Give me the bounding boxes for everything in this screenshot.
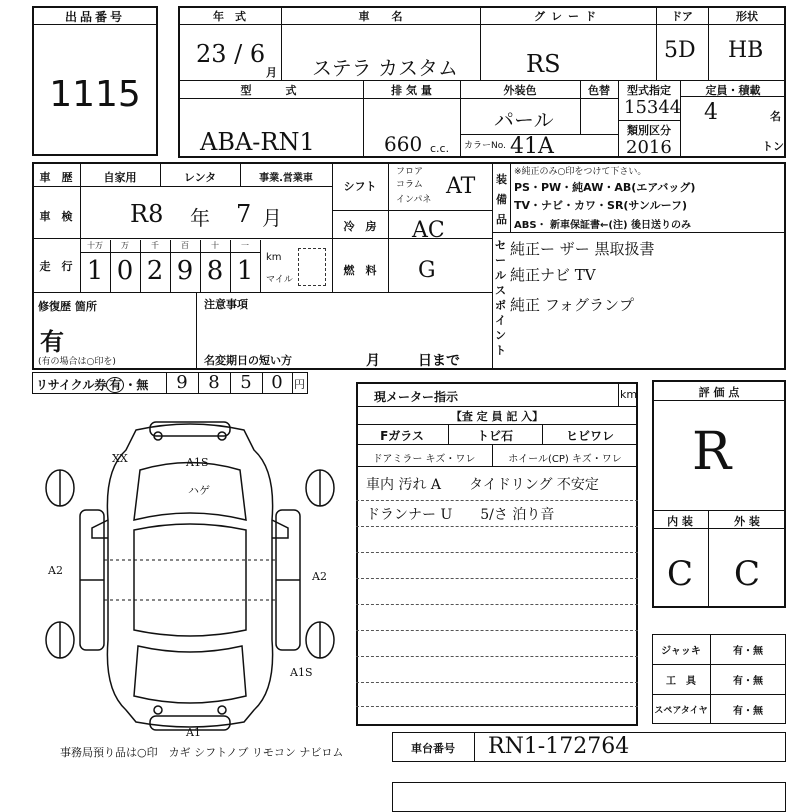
mileage-unit-km: km bbox=[266, 252, 282, 263]
color-no-value: 41A bbox=[510, 134, 554, 159]
equipment-label: 装備品 bbox=[496, 173, 507, 226]
bottom-row bbox=[392, 782, 786, 812]
mark-a2-right: A2 bbox=[312, 570, 327, 583]
mark-a1s-top: A1S bbox=[186, 456, 209, 469]
selling-points-label: セールスポイント bbox=[495, 239, 506, 357]
name-change-label: 名変期日の短い方 bbox=[204, 354, 292, 367]
capacity-label: 定員・積載 bbox=[705, 84, 761, 97]
recycle-digit-3: 5 bbox=[240, 372, 252, 393]
type-designation-value: 15344 bbox=[624, 97, 682, 118]
mileage-digit-100: 9 bbox=[176, 256, 194, 286]
door-mirror-label: ドアミラー キズ・ワレ bbox=[372, 454, 476, 465]
jack-value[interactable]: 有・無 bbox=[733, 646, 763, 657]
score-value: R bbox=[692, 422, 732, 482]
equipment-line-3: ABS・ 新車保証書←(注) 後日送りのみ bbox=[514, 220, 692, 231]
car-name-label: 車 名 bbox=[358, 10, 403, 23]
history-option-business[interactable]: 事業.営業車 bbox=[259, 173, 313, 184]
wheel-label: ホイール(CP) キズ・ワレ bbox=[508, 454, 622, 465]
fglass-label: Fガラス bbox=[380, 429, 424, 443]
repair-value: 有 bbox=[40, 328, 64, 356]
tool-value[interactable]: 有・無 bbox=[733, 676, 763, 687]
hibi-label: ヒビワレ bbox=[565, 429, 614, 443]
mark-hage: ハゲ bbox=[188, 484, 210, 497]
mileage-digit-label-1k: 千 bbox=[151, 241, 159, 250]
color-no-label: カラーNo. bbox=[464, 141, 506, 151]
selling-point-3: 純正 フォグランプ bbox=[510, 296, 635, 314]
lot-number: 1115 bbox=[49, 74, 141, 115]
shift-label: シフト bbox=[343, 180, 377, 193]
mileage-digit-label-100k: 十万 bbox=[87, 241, 103, 250]
shift-panel[interactable]: インパネ bbox=[396, 195, 432, 205]
selling-point-2: 純正ナビ TV bbox=[510, 266, 596, 284]
mileage-digit-label-100: 百 bbox=[181, 241, 189, 250]
repair-note: (有の場合は○印を) bbox=[38, 357, 116, 367]
history-option-rental[interactable]: レンタ bbox=[183, 171, 217, 184]
interior-value: C bbox=[666, 554, 693, 594]
mileage-digit-100k: 1 bbox=[86, 256, 104, 286]
color-change-label: 色替 bbox=[588, 84, 610, 97]
interior-label: 内 装 bbox=[667, 515, 693, 528]
doors-label: ドア bbox=[671, 10, 693, 23]
year-label: 年 式 bbox=[213, 10, 246, 23]
inspection-label: 車 検 bbox=[39, 210, 73, 223]
year-month-unit: 月 bbox=[266, 66, 277, 79]
meter-unit: km bbox=[620, 388, 638, 401]
repair-label: 修復歴 箇所 bbox=[38, 300, 97, 313]
displacement-unit: c.c. bbox=[430, 142, 450, 155]
grade-value: RS bbox=[526, 50, 561, 78]
shift-value: AT bbox=[446, 174, 476, 199]
inspection-year-label: 年 bbox=[190, 206, 210, 230]
model-value: ABA-RN1 bbox=[200, 128, 315, 156]
spare-label: スペアタイヤ bbox=[654, 706, 708, 716]
body-type-value: HB bbox=[728, 38, 764, 63]
mileage-digit-1k: 2 bbox=[146, 256, 164, 286]
capacity-person-unit: 名 bbox=[770, 110, 781, 123]
exterior-label: 外 装 bbox=[734, 515, 760, 528]
inspection-month: 7 bbox=[236, 200, 252, 228]
recycle-label: リサイクル券 有 ・無 bbox=[36, 378, 149, 392]
mark-xx: XX bbox=[112, 452, 128, 465]
inspection-month-label: 月 bbox=[262, 206, 282, 230]
category-label: 類別区分 bbox=[627, 124, 671, 137]
equipment-line-1: PS・PW・純AW・AB(エアバッグ) bbox=[514, 181, 696, 194]
inspection-year: R8 bbox=[130, 200, 164, 228]
exterior-color-value: パール bbox=[494, 108, 554, 132]
type-designation-label: 型式指定 bbox=[627, 84, 671, 97]
recycle-label-text: リサイクル券 bbox=[36, 378, 107, 392]
car-damage-diagram[interactable] bbox=[40, 410, 350, 740]
recycle-digit-4: 0 bbox=[271, 372, 283, 393]
capacity-ton-unit: トン bbox=[762, 140, 784, 153]
office-items: 事務局預り品は○印 カギ シフトノブ リモコン ナビロム bbox=[60, 746, 344, 759]
capacity-value: 4 bbox=[704, 100, 718, 125]
tobi-label: トビ石 bbox=[476, 429, 513, 443]
inspector-header: 【査 定 員 記 入】 bbox=[450, 410, 544, 423]
mark-a1: A1 bbox=[186, 726, 201, 739]
mileage-digit-10k: 0 bbox=[116, 256, 134, 286]
selling-point-1: 純正ー ザー 黒取扱書 bbox=[510, 240, 655, 258]
year-value: 23 / 6 bbox=[196, 40, 266, 68]
shift-floor[interactable]: フロア bbox=[396, 167, 424, 177]
mileage-digit-label-10k: 万 bbox=[121, 241, 129, 250]
car-name-value: ステラ カスタム bbox=[312, 56, 458, 80]
mark-a2-left: A2 bbox=[48, 564, 63, 577]
fuel-label: 燃 料 bbox=[343, 264, 377, 277]
history-label: 車 歴 bbox=[39, 171, 73, 184]
grade-label: グレード bbox=[534, 10, 602, 23]
shift-column[interactable]: コラム bbox=[396, 180, 423, 190]
exterior-color-label: 外装色 bbox=[503, 84, 537, 97]
aircon-label: 冷 房 bbox=[343, 220, 377, 233]
jack-label: ジャッキ bbox=[661, 646, 701, 657]
lot-label: 出品番号 bbox=[64, 10, 125, 24]
mileage-digit-10: 8 bbox=[206, 256, 224, 286]
recycle-yes[interactable]: 有 bbox=[106, 377, 124, 393]
mileage-digit-label-1: 一 bbox=[241, 241, 249, 250]
body-type-label: 形状 bbox=[736, 10, 758, 23]
equipment-line-2: TV・ナビ・カワ・SR(サンルーフ) bbox=[514, 199, 688, 212]
mileage-unit-mile: マイル bbox=[266, 275, 293, 285]
chassis-value: RN1-172764 bbox=[488, 734, 630, 759]
fuel-value: G bbox=[418, 258, 436, 283]
mileage-digit-label-10: 十 bbox=[211, 241, 219, 250]
recycle-unit: 円 bbox=[294, 378, 305, 391]
aircon-value: AC bbox=[412, 218, 445, 243]
notes-label: 注意事項 bbox=[204, 298, 248, 311]
name-change-day: 日まで bbox=[418, 353, 460, 369]
spare-value[interactable]: 有・無 bbox=[733, 706, 763, 717]
category-value: 2016 bbox=[626, 137, 672, 158]
doors-value: 5D bbox=[664, 38, 696, 63]
recycle-no[interactable]: 無 bbox=[136, 378, 149, 392]
history-option-private[interactable]: 自家用 bbox=[103, 171, 137, 184]
model-label: 型 式 bbox=[240, 84, 301, 97]
chassis-label: 車台番号 bbox=[411, 742, 455, 755]
displacement-value: 660 bbox=[384, 132, 423, 156]
mark-a1s-bottom: A1S bbox=[290, 666, 313, 679]
tool-label: 工 具 bbox=[666, 676, 696, 687]
displacement-label: 排 気 量 bbox=[391, 84, 432, 97]
score-label: 評 価 点 bbox=[698, 386, 740, 399]
inspector-comment-2: ドランナー U 5/さ 泊り音 bbox=[366, 507, 555, 523]
name-change-month: 月 bbox=[366, 353, 380, 369]
mileage-digit-1: 1 bbox=[236, 256, 254, 286]
equipment-note: ※純正のみ○印をつけて下さい。 bbox=[514, 167, 647, 177]
mileage-label: 走 行 bbox=[39, 260, 73, 273]
inspector-comment-1: 車内 汚れ A タイドリング 不安定 bbox=[366, 477, 599, 493]
recycle-digit-2: 8 bbox=[208, 372, 220, 393]
meter-label: 現メーター指示 bbox=[374, 390, 459, 404]
mile-check-box[interactable] bbox=[298, 248, 326, 286]
recycle-digit-1: 9 bbox=[176, 372, 188, 393]
exterior-value: C bbox=[733, 554, 760, 594]
